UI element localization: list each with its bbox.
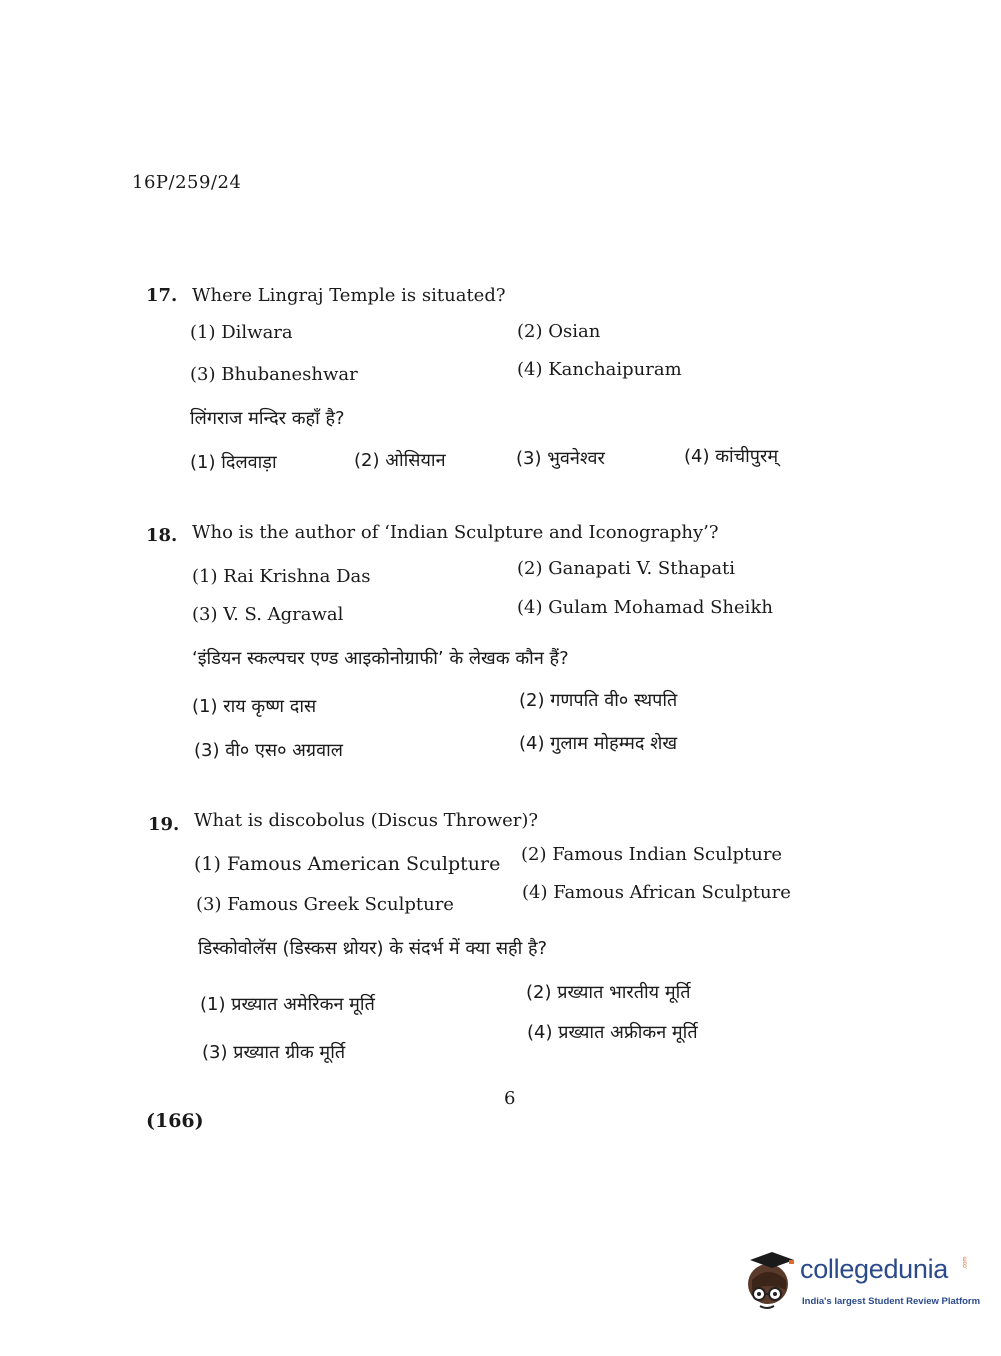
- footer-code: (166): [146, 1110, 204, 1132]
- question-17-number: 17.: [146, 285, 178, 306]
- question-17-option-3-hi: (3) भुवनेश्वर: [516, 448, 605, 469]
- question-17-option-3-en: (3) Bhubaneshwar: [190, 364, 358, 385]
- question-18-option-3-hi: (3) वी० एस० अग्रवाल: [194, 740, 343, 761]
- brand-tagline: India's largest Student Review Platform: [802, 1296, 981, 1307]
- brand-suffix: .com: [962, 1256, 969, 1270]
- question-17-option-2-hi: (2) ओसियान: [354, 450, 446, 471]
- question-18-number: 18.: [146, 525, 178, 546]
- question-19-text-en: What is discobolus (Discus Thrower)?: [194, 810, 539, 831]
- paper-code: 16P/259/24: [132, 172, 242, 193]
- question-17-option-1-hi: (1) दिलवाड़ा: [190, 452, 277, 473]
- question-18-option-4-hi: (4) गुलाम मोहम्मद शेख: [519, 733, 678, 754]
- page-number: 6: [504, 1088, 516, 1109]
- question-19-option-3-hi: (3) प्रख्यात ग्रीक मूर्ति: [202, 1042, 346, 1063]
- question-19-option-1-en: (1) Famous American Sculpture: [194, 853, 501, 875]
- question-17-text-hi: लिंगराज मन्दिर कहाँ है?: [190, 408, 345, 429]
- question-19-option-4-hi: (4) प्रख्यात अफ्रीकन मूर्ति: [527, 1022, 698, 1043]
- question-18-text-en: Who is the author of ‘Indian Sculpture and Iconography’?: [192, 522, 719, 543]
- question-17-option-4-hi: (4) कांचीपुरम्: [684, 446, 779, 467]
- question-19-option-2-en: (2) Famous Indian Sculpture: [521, 844, 783, 865]
- question-18-option-4-en: (4) Gulam Mohamad Sheikh: [517, 597, 773, 618]
- question-18-option-1-hi: (1) राय कृष्ण दास: [192, 696, 317, 717]
- collegedunia-watermark: [742, 1250, 981, 1320]
- question-19-option-3-en: (3) Famous Greek Sculpture: [196, 894, 454, 915]
- question-18-option-2-en: (2) Ganapati V. Sthapati: [517, 558, 736, 579]
- question-19-option-1-hi: (1) प्रख्यात अमेरिकन मूर्ति: [200, 994, 375, 1015]
- question-18-option-3-en: (3) V. S. Agrawal: [192, 604, 344, 625]
- question-17-option-1-en: (1) Dilwara: [190, 322, 293, 343]
- question-17-text-en: Where Lingraj Temple is situated?: [192, 285, 506, 306]
- brand-name: collegedunia: [800, 1254, 949, 1284]
- question-17-option-4-en: (4) Kanchaipuram: [517, 359, 682, 380]
- question-18-text-hi: ‘इंडियन स्कल्पचर एण्ड आइकोनोग्राफी’ के लेखक कौन हैं?: [192, 648, 569, 669]
- question-19-text-hi: डिस्कोवोलॅस (डिस्कस थ्रोयर) के संदर्भ में क्या सही है?: [198, 938, 548, 959]
- question-18-option-2-hi: (2) गणपति वी० स्थपति: [519, 690, 678, 711]
- mascot-icon: [742, 1250, 798, 1312]
- question-18-option-1-en: (1) Rai Krishna Das: [192, 566, 371, 587]
- question-17-option-2-en: (2) Osian: [517, 321, 601, 342]
- question-19-number: 19.: [148, 814, 180, 835]
- question-19-option-2-hi: (2) प्रख्यात भारतीय मूर्ति: [526, 982, 691, 1003]
- question-19-option-4-en: (4) Famous African Sculpture: [522, 882, 791, 903]
